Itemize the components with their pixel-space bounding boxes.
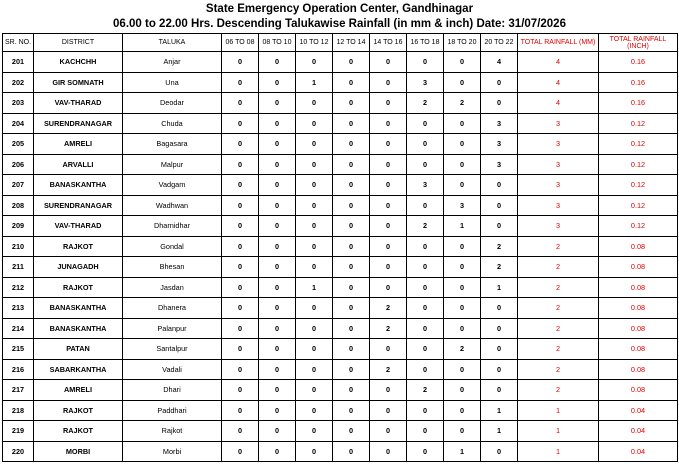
report-title-line1: State Emergency Operation Center, Gandhinagar [205,3,474,15]
table-cell: 0 [333,277,370,298]
column-header: 14 TO 16 [370,34,407,52]
table-cell: 0 [333,400,370,421]
table-cell: 0 [333,339,370,360]
table-cell: 0 [296,400,333,421]
table-cell: 0 [222,400,259,421]
table-cell: 0.12 [599,175,678,196]
table-cell: 216 [3,359,34,380]
table-row [3,154,678,175]
table-cell: 2 [481,257,518,278]
table-cell: 2 [518,257,599,278]
table-cell: SURENDRANAGAR [34,113,123,134]
table-cell: 211 [3,257,34,278]
table-cell: 0 [259,400,296,421]
table-cell: 2 [370,318,407,339]
table-cell: 0 [259,421,296,442]
table-cell: 0 [296,195,333,216]
table-cell: Santalpur [123,339,222,360]
table-cell: 0 [296,52,333,73]
table-cell: 0 [259,134,296,155]
table-cell: 2 [407,380,444,401]
table-cell: 0 [407,339,444,360]
column-header: SR. NO. [3,34,34,52]
table-row [3,52,678,73]
table-row [3,113,678,134]
table-cell: 1 [518,421,599,442]
table-cell: 0 [370,93,407,114]
table-body [3,52,678,462]
table-cell: 0 [444,52,481,73]
table-cell: 214 [3,318,34,339]
table-cell: RAJKOT [34,421,123,442]
table-cell: 0 [444,113,481,134]
table-cell: 0 [481,318,518,339]
table-cell: Wadhwan [123,195,222,216]
table-cell: 0.04 [599,400,678,421]
table-cell: 0 [296,113,333,134]
column-header: 08 TO 10 [259,34,296,52]
table-row [3,195,678,216]
table-cell: 0.12 [599,195,678,216]
table-cell: 0 [296,441,333,462]
column-header: 18 TO 20 [444,34,481,52]
table-cell: 0 [259,359,296,380]
table-cell: AMRELI [34,380,123,401]
report-title-line2: 06.00 to 22.00 Hrs. Descending Talukawise Rainfall (in mm & inch) Date: 31/07/2026 [113,18,566,30]
table-cell: 0 [222,195,259,216]
table-cell: KACHCHH [34,52,123,73]
table-cell: 4 [518,93,599,114]
table-cell: 0 [481,195,518,216]
table-cell: 0.08 [599,277,678,298]
table-cell: 0 [222,52,259,73]
table-cell: 2 [518,318,599,339]
table-cell: Palanpur [123,318,222,339]
header-row [3,34,678,52]
table-cell: 0.12 [599,134,678,155]
table-cell: 0 [259,195,296,216]
table-cell: 0 [259,113,296,134]
table-cell: 0 [296,339,333,360]
table-cell: 0 [222,359,259,380]
table-cell: 0 [481,216,518,237]
table-cell: 0 [444,72,481,93]
table-cell: 0 [407,154,444,175]
table-cell: 0 [296,359,333,380]
table-cell: BANASKANTHA [34,175,123,196]
table-cell: 0 [370,52,407,73]
table-cell: 208 [3,195,34,216]
table-row [3,257,678,278]
table-cell: Dharnidhar [123,216,222,237]
table-cell: 0.16 [599,52,678,73]
table-cell: 2 [518,277,599,298]
table-cell: 206 [3,154,34,175]
table-cell: 0 [333,52,370,73]
table-cell: Vadgam [123,175,222,196]
table-cell: 2 [518,236,599,257]
table-cell: 0.12 [599,113,678,134]
table-cell: 0 [222,380,259,401]
rainfall-table [2,33,678,462]
table-cell: 2 [481,236,518,257]
table-cell: 207 [3,175,34,196]
table-cell: 0 [407,318,444,339]
table-cell: 2 [518,298,599,319]
table-cell: 0 [444,257,481,278]
table-cell: 0 [259,257,296,278]
table-cell: Dhanera [123,298,222,319]
table-row [3,441,678,462]
table-cell: 0.16 [599,72,678,93]
table-cell: 0 [370,72,407,93]
table-cell: 3 [518,154,599,175]
table-cell: 0 [259,216,296,237]
table-cell: 0 [222,277,259,298]
table-cell: 0 [333,441,370,462]
table-cell: 3 [518,216,599,237]
column-header: 10 TO 12 [296,34,333,52]
column-header: TOTAL RAINFALL (MM) [518,34,599,52]
table-cell: 0 [370,134,407,155]
table-cell: 0 [259,236,296,257]
table-cell: 0 [333,195,370,216]
table-cell: 0 [333,154,370,175]
table-cell: 0 [407,277,444,298]
table-cell: 1 [296,277,333,298]
table-cell: BANASKANTHA [34,318,123,339]
table-cell: 0.08 [599,359,678,380]
table-cell: 203 [3,93,34,114]
table-cell: AMRELI [34,134,123,155]
table-cell: 0 [222,236,259,257]
table-cell: 4 [481,52,518,73]
table-cell: Chuda [123,113,222,134]
table-cell: 0 [481,441,518,462]
table-cell: 0 [296,421,333,442]
table-cell: 210 [3,236,34,257]
table-cell: 220 [3,441,34,462]
table-cell: 0 [296,216,333,237]
table-cell: 0 [481,380,518,401]
table-cell: Dhari [123,380,222,401]
table-cell: 0 [444,298,481,319]
table-cell: 0 [296,175,333,196]
table-cell: 0 [407,400,444,421]
table-cell: 0 [370,236,407,257]
table-cell: 0 [370,380,407,401]
table-row [3,298,678,319]
table-cell: 0 [333,421,370,442]
table-cell: 0 [407,52,444,73]
table-row [3,400,678,421]
table-cell: 0 [296,154,333,175]
table-cell: 0 [222,257,259,278]
table-cell: 0 [259,175,296,196]
table-cell: 218 [3,400,34,421]
column-header: DISTRICT [34,34,123,52]
table-cell: 0 [333,318,370,339]
table-cell: 0 [444,380,481,401]
table-cell: GIR SOMNATH [34,72,123,93]
table-row [3,339,678,360]
table-cell: 0 [296,298,333,319]
table-cell: 0 [444,400,481,421]
table-cell: 3 [518,175,599,196]
table-cell: 213 [3,298,34,319]
table-cell: VAV-THARAD [34,216,123,237]
table-cell: 0 [222,318,259,339]
table-cell: 204 [3,113,34,134]
table-cell: 1 [481,277,518,298]
table-cell: Anjar [123,52,222,73]
table-cell: 2 [407,93,444,114]
table-cell: 0 [296,257,333,278]
table-cell: 3 [481,134,518,155]
table-cell: 3 [518,195,599,216]
table-cell: 4 [518,52,599,73]
table-cell: 0.08 [599,236,678,257]
table-cell: 0 [222,298,259,319]
table-cell: 0 [444,359,481,380]
table-cell: Jasdan [123,277,222,298]
table-cell: 0 [370,257,407,278]
table-cell: 1 [518,441,599,462]
table-cell: 0 [333,257,370,278]
table-cell: 0.08 [599,257,678,278]
table-cell: 0 [370,175,407,196]
table-cell: 0 [222,113,259,134]
table-cell: 4 [518,72,599,93]
table-cell: 0 [259,52,296,73]
table-cell: 0 [222,216,259,237]
table-cell: 3 [407,175,444,196]
table-cell: 0 [370,339,407,360]
table-cell: 0 [333,175,370,196]
table-cell: VAV-THARAD [34,93,123,114]
table-cell: 0 [370,400,407,421]
table-cell: 3 [518,134,599,155]
table-cell: 0 [407,236,444,257]
table-cell: 0 [370,277,407,298]
table-cell: 3 [518,113,599,134]
table-cell: 0 [481,93,518,114]
table-cell: 0 [296,93,333,114]
table-cell: 0 [407,113,444,134]
table-cell: PATAN [34,339,123,360]
table-cell: SURENDRANAGAR [34,195,123,216]
table-cell: 0 [333,72,370,93]
table-cell: Morbi [123,441,222,462]
table-cell: 0 [444,421,481,442]
table-cell: JUNAGADH [34,257,123,278]
table-cell: 1 [481,400,518,421]
column-header: 16 TO 18 [407,34,444,52]
table-cell: 0 [259,339,296,360]
table-cell: 0 [481,339,518,360]
table-cell: 0 [407,298,444,319]
table-cell: 0 [444,277,481,298]
table-cell: 0 [296,318,333,339]
table-cell: 0 [259,441,296,462]
column-header: TALUKA [123,34,222,52]
table-cell: 0 [333,93,370,114]
table-cell: 0 [222,339,259,360]
table-cell: 217 [3,380,34,401]
table-cell: 0 [481,175,518,196]
table-cell: 2 [370,298,407,319]
table-cell: 2 [370,359,407,380]
table-row [3,380,678,401]
table-cell: 0.16 [599,93,678,114]
table-cell: 209 [3,216,34,237]
table-cell: 0.04 [599,421,678,442]
table-cell: 1 [296,72,333,93]
table-cell: 0 [407,195,444,216]
table-row [3,236,678,257]
table-row [3,93,678,114]
table-cell: RAJKOT [34,236,123,257]
table-cell: Bagasara [123,134,222,155]
table-cell: 0 [370,195,407,216]
table-row [3,359,678,380]
table-cell: 0 [407,134,444,155]
table-cell: 0 [370,421,407,442]
table-cell: Vadali [123,359,222,380]
table-row [3,277,678,298]
table-cell: 0 [444,175,481,196]
table-cell: 0 [259,298,296,319]
table-cell: 215 [3,339,34,360]
table-cell: Bhesan [123,257,222,278]
table-cell: Gondal [123,236,222,257]
table-cell: 0 [481,298,518,319]
table-cell: 0 [296,380,333,401]
table-cell: SABARKANTHA [34,359,123,380]
table-cell: 0 [333,380,370,401]
table-cell: Deodar [123,93,222,114]
table-cell: 0 [333,134,370,155]
table-cell: 1 [444,216,481,237]
table-cell: 0 [481,359,518,380]
table-cell: 2 [518,380,599,401]
table-cell: 1 [518,400,599,421]
table-cell: 0 [370,441,407,462]
table-row [3,72,678,93]
table-cell: 0 [222,93,259,114]
table-cell: RAJKOT [34,277,123,298]
table-row [3,216,678,237]
table-cell: 0 [333,216,370,237]
table-cell: 202 [3,72,34,93]
table-cell: 3 [407,72,444,93]
table-cell: 0.12 [599,216,678,237]
table-cell: 0 [296,134,333,155]
table-cell: 0 [407,421,444,442]
table-cell: 0.08 [599,339,678,360]
table-cell: ARVALLI [34,154,123,175]
table-cell: Paddhari [123,400,222,421]
table-cell: RAJKOT [34,400,123,421]
table-cell: 0 [370,154,407,175]
table-cell: 0.08 [599,318,678,339]
table-cell: 0 [444,236,481,257]
table-cell: MORBI [34,441,123,462]
table-cell: 0 [222,421,259,442]
table-row [3,318,678,339]
table-row [3,421,678,442]
table-row [3,134,678,155]
table-cell: Rajkot [123,421,222,442]
table-cell: 0 [222,441,259,462]
table-cell: 0.08 [599,380,678,401]
column-header: 20 TO 22 [481,34,518,52]
table-cell: 0 [259,380,296,401]
table-cell: 205 [3,134,34,155]
table-cell: 0 [222,154,259,175]
table-cell: 0 [259,93,296,114]
table-cell: Malpur [123,154,222,175]
table-cell: 0 [444,318,481,339]
table-cell: 2 [444,93,481,114]
table-cell: 3 [481,113,518,134]
table-row [3,175,678,196]
table-cell: 0.04 [599,441,678,462]
table-cell: 0 [222,72,259,93]
table-cell: 0 [407,257,444,278]
table-cell: 0 [444,154,481,175]
table-cell: 2 [518,339,599,360]
table-cell: 0 [259,277,296,298]
table-cell: Una [123,72,222,93]
table-cell: 0 [333,298,370,319]
table-cell: 2 [444,339,481,360]
table-cell: 0 [333,236,370,257]
table-cell: 0 [296,236,333,257]
table-cell: 0.08 [599,298,678,319]
table-cell: BANASKANTHA [34,298,123,319]
column-header: TOTAL RAINFALL (INCH) [599,34,678,52]
table-cell: 3 [481,154,518,175]
report [2,2,677,462]
table-cell: 0 [259,318,296,339]
table-cell: 0 [407,359,444,380]
table-cell: 219 [3,421,34,442]
table-cell: 0 [333,359,370,380]
table-cell: 0 [333,113,370,134]
table-cell: 0 [259,154,296,175]
table-cell: 0 [259,72,296,93]
table-cell: 0 [444,134,481,155]
table-cell: 2 [518,359,599,380]
table-cell: 212 [3,277,34,298]
table-cell: 0 [407,441,444,462]
table-cell: 1 [444,441,481,462]
table-cell: 201 [3,52,34,73]
table-cell: 0.12 [599,154,678,175]
table-cell: 0 [370,216,407,237]
table-cell: 0 [370,113,407,134]
table-cell: 3 [444,195,481,216]
table-cell: 0 [481,72,518,93]
table-cell: 0 [222,134,259,155]
column-header: 12 TO 14 [333,34,370,52]
table-cell: 2 [407,216,444,237]
table-cell: 0 [222,175,259,196]
column-header: 06 TO 08 [222,34,259,52]
table-cell: 1 [481,421,518,442]
